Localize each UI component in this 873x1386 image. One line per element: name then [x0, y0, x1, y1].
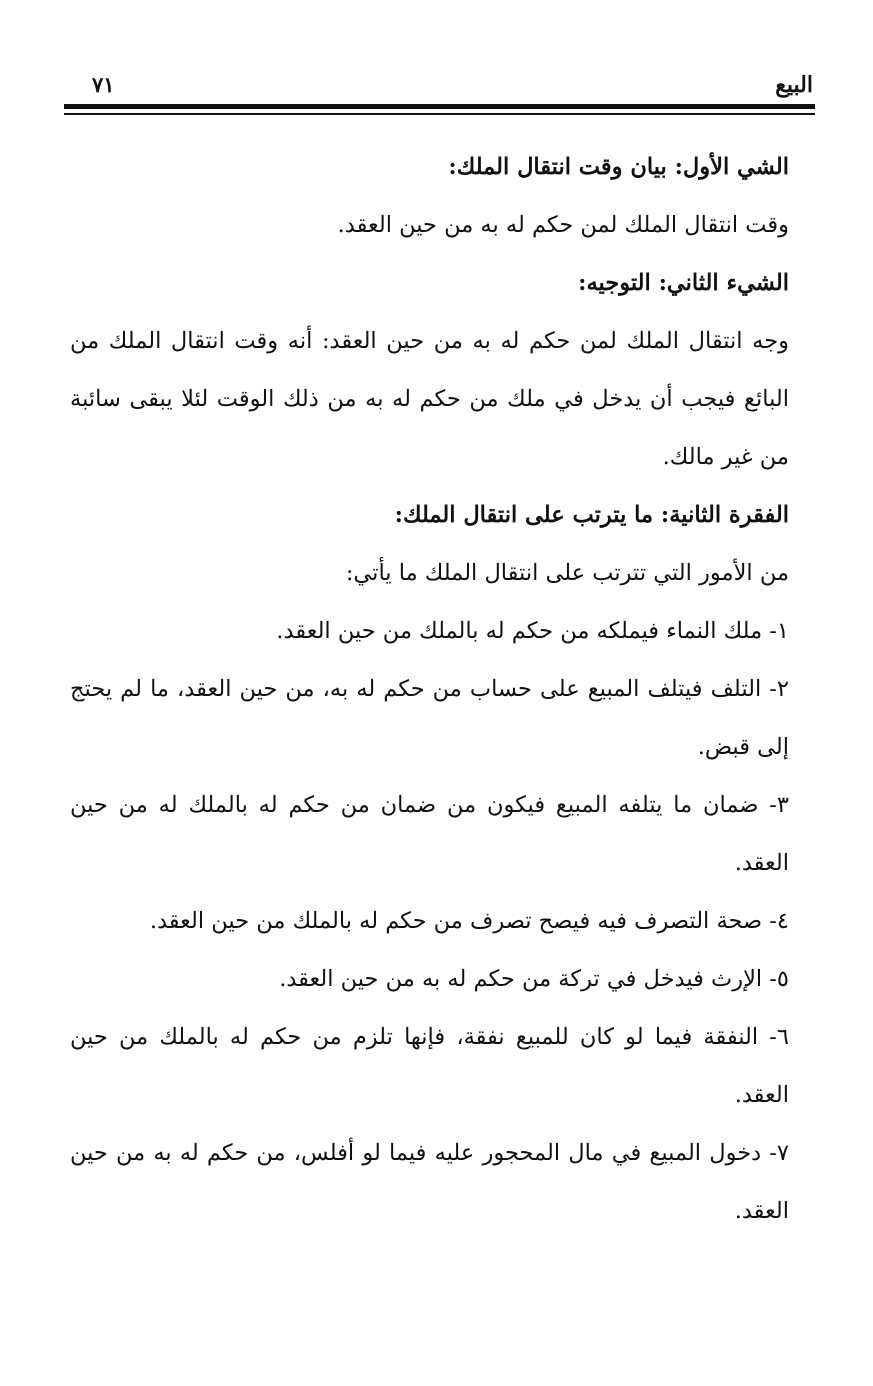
list-item-3: ٣- ضمان ما يتلفه المبيع فيكون من ضمان من حكم له بالملك له من حين العقد.: [70, 792, 789, 876]
page-body: [70, 138, 789, 1240]
list-item-1: ١- ملك النماء فيملكه من حكم له بالملك من حين العقد.: [276, 618, 789, 644]
list-item-2: ٢- التلف فيتلف المبيع على حساب من حكم له به، من حين العقد، ما لم يحتج إلى قبض.: [70, 676, 789, 760]
section-heading-second-clause: الفقرة الثانية: ما يترتب على انتقال الملك:: [394, 502, 789, 528]
list-item-4: ٤- صحة التصرف فيه فيصح تصرف من حكم له بالملك من حين العقد.: [149, 908, 789, 934]
paragraph-list-intro: من الأمور التي تترتب على انتقال الملك ما يأتي:: [345, 560, 789, 586]
running-header: [64, 68, 815, 102]
section-heading-first-thing: الشي الأول: بيان وقت انتقال الملك:: [448, 154, 789, 180]
header-rule-thin: [64, 113, 815, 115]
header-rule-thick: [64, 104, 815, 109]
list-item-6: ٦- النفقة فيما لو كان للمبيع نفقة، فإنها تلزم من حكم له بالملك من حين العقد.: [70, 1024, 789, 1108]
list-item-5: ٥- الإرث فيدخل في تركة من حكم له به من حين العقد.: [279, 966, 789, 992]
section-heading-second-thing: الشيء الثاني: التوجيه:: [578, 270, 789, 296]
paragraph-transfer-time: وقت انتقال الملك لمن حكم له به من حين العقد.: [337, 212, 789, 238]
page-number: ٧١: [92, 72, 115, 97]
list-item-7: ٧- دخول المبيع في مال المحجور عليه فيما لو أفلس، من حكم له به من حين العقد.: [70, 1140, 789, 1224]
chapter-title: البيع: [775, 72, 813, 98]
paragraph-justification: وجه انتقال الملك لمن حكم له به من حين العقد: أنه وقت انتقال الملك من البائع فيجب أن يدخل في ملك من حكم له به من ذلك الوقت لئلا يبقى سائبة من غير مالك.: [70, 328, 789, 470]
